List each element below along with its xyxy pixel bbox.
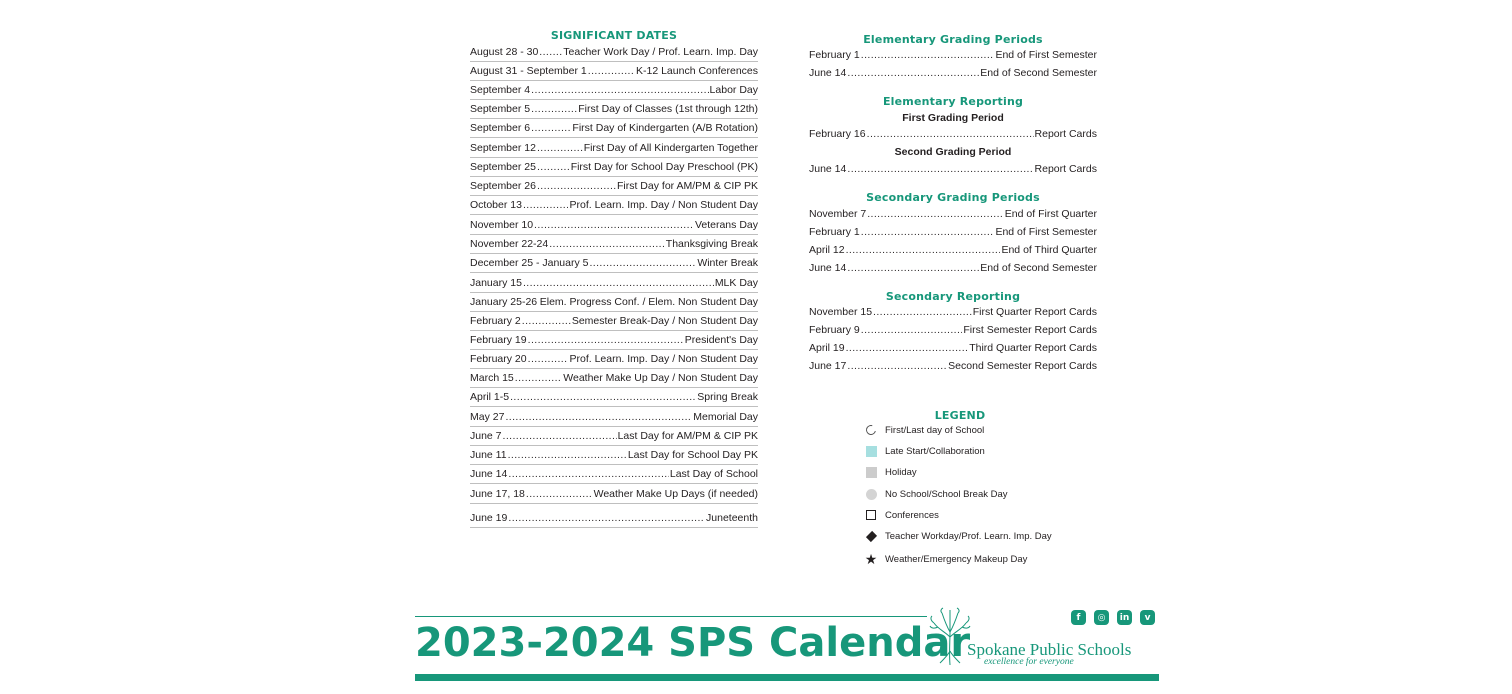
significant-date-row <box>470 277 758 289</box>
significant-date-row <box>470 430 758 442</box>
row-date: February 9 <box>809 324 860 336</box>
row-event: Winter Break <box>697 257 758 269</box>
significant-date-row <box>470 103 758 115</box>
row-event: Second Semester Report Cards <box>948 360 1097 372</box>
significant-date-row <box>470 411 758 423</box>
dot-leader <box>537 180 616 192</box>
secondary-grading-heading: Secondary Grading Periods <box>866 191 1040 204</box>
dot-leader <box>531 103 577 115</box>
row-event: End of First Semester <box>995 226 1097 238</box>
significant-date-row <box>470 334 758 346</box>
row-event: Juneteenth <box>706 512 758 524</box>
significant-date-row <box>470 122 758 134</box>
legend-item <box>864 551 1027 567</box>
row-date: March 15 <box>470 372 514 384</box>
instagram-icon[interactable]: ◎ <box>1094 610 1109 625</box>
dot-leader <box>528 334 684 346</box>
row-divider <box>470 426 758 427</box>
star-icon: ★ <box>864 551 878 567</box>
dot-leader <box>847 262 979 274</box>
outline-square-icon <box>864 508 878 522</box>
row-event: Memorial Day <box>693 411 758 423</box>
row-divider <box>470 483 758 484</box>
row-date: February 2 <box>470 315 521 327</box>
elementary-grading-row <box>809 49 1097 61</box>
significant-date-row <box>470 488 758 500</box>
row-divider <box>470 99 758 100</box>
dot-leader <box>867 128 1034 140</box>
row-divider <box>470 176 758 177</box>
row-divider <box>470 137 758 138</box>
row-date: November 10 <box>470 219 534 231</box>
row-date: April 12 <box>809 244 845 256</box>
secondary-reporting-row <box>809 342 1097 354</box>
row-date: May 27 <box>470 411 505 423</box>
dot-leader <box>847 163 1033 175</box>
significant-date-row <box>470 372 758 384</box>
row-event: Weather Make Up Day / Non Student Day <box>563 372 758 384</box>
row-event: Last Day for AM/PM & CIP PK <box>617 430 758 442</box>
row-event: First Day of All Kindergarten Together <box>583 142 758 154</box>
secondary-reporting-row <box>809 360 1097 372</box>
row-date: June 14 <box>809 67 847 79</box>
social-links <box>1071 610 1155 625</box>
elementary-grading-row <box>809 67 1097 79</box>
legend-label: Holiday <box>885 466 917 478</box>
footer-bar <box>415 674 1159 681</box>
secondary-reporting-heading: Secondary Reporting <box>885 290 1021 303</box>
elementary-grading-heading: Elementary Grading Periods <box>863 33 1043 46</box>
row-date: December 25 - January 5 <box>470 257 589 269</box>
secondary-grading-row <box>809 226 1097 238</box>
significant-date-row <box>470 65 758 77</box>
row-date: January 25-26 <box>470 296 538 308</box>
row-date: February 1 <box>809 226 860 238</box>
row-event: First Semester Report Cards <box>963 324 1097 336</box>
row-divider <box>470 368 758 369</box>
dot-leader <box>508 512 705 524</box>
significant-date-row <box>470 391 758 403</box>
row-date: June 11 <box>470 449 507 461</box>
dot-leader <box>847 360 947 372</box>
row-divider <box>470 80 758 81</box>
row-event: K-12 Launch Conferences <box>636 65 758 77</box>
row-date: June 7 <box>470 430 502 442</box>
legend-label: No School/School Break Day <box>885 488 1008 500</box>
row-date: February 1 <box>809 49 860 61</box>
significant-dates-heading: SIGNIFICANT DATES <box>550 29 678 42</box>
row-divider <box>470 406 758 407</box>
elementary-report-row-first <box>809 128 1097 140</box>
significant-date-row <box>470 353 758 365</box>
dot-leader <box>847 67 979 79</box>
calendar-title: 2023-2024 SPS Calendar <box>415 620 971 666</box>
dot-leader <box>531 84 708 96</box>
row-event: End of Second Semester <box>980 67 1097 79</box>
row-date: June 17, 18 <box>470 488 525 500</box>
teal-square-icon <box>864 444 878 458</box>
legend-item <box>864 486 1008 502</box>
dot-leader <box>503 430 617 442</box>
footer-rule <box>415 616 927 617</box>
report-date: February 16 <box>809 128 866 140</box>
row-date: September 5 <box>470 103 531 115</box>
row-date: August 31 - September 1 <box>470 65 587 77</box>
significant-date-row <box>470 257 758 269</box>
dot-leader <box>867 208 1004 220</box>
dot-leader <box>522 315 571 327</box>
row-event: Teacher Work Day / Prof. Learn. Imp. Day <box>563 46 758 58</box>
row-date: June 17 <box>809 360 847 372</box>
dot-leader <box>537 142 583 154</box>
linkedin-icon[interactable]: in <box>1117 610 1132 625</box>
row-date: April 19 <box>809 342 845 354</box>
significant-date-row <box>470 142 758 154</box>
dot-leader <box>589 257 696 269</box>
row-date: November 15 <box>809 306 873 318</box>
dot-leader <box>588 65 635 77</box>
dot-leader <box>861 324 963 336</box>
row-date: November 7 <box>809 208 867 220</box>
row-event: Prof. Learn. Imp. Day / Non Student Day <box>569 353 758 365</box>
row-divider <box>470 292 758 293</box>
significant-date-row <box>470 219 758 231</box>
row-divider <box>470 387 758 388</box>
dot-leader <box>508 449 627 461</box>
row-event: End of Third Quarter <box>1001 244 1097 256</box>
secondary-grading-row <box>809 262 1097 274</box>
gray-circle-icon <box>864 487 878 501</box>
first-grading-period-label: First Grading Period <box>902 112 1004 124</box>
row-date: January 15 <box>470 277 522 289</box>
elementary-report-row-second <box>809 163 1097 175</box>
legend-item <box>864 464 917 480</box>
significant-date-row <box>470 46 758 58</box>
dot-leader <box>523 199 569 211</box>
secondary-reporting-row <box>809 306 1097 318</box>
org-tagline: excellence for everyone <box>984 657 1074 667</box>
facebook-icon[interactable]: f <box>1071 610 1086 625</box>
elementary-reporting-heading: Elementary Reporting <box>882 95 1024 108</box>
row-date: October 13 <box>470 199 522 211</box>
row-divider <box>470 118 758 119</box>
row-date: September 4 <box>470 84 531 96</box>
org-name: Spokane Public Schools <box>967 640 1132 659</box>
significant-date-row <box>470 315 758 327</box>
row-date: November 22-24 <box>470 238 549 250</box>
tree-logo-icon <box>928 607 972 667</box>
significant-date-row <box>470 512 758 524</box>
row-event: President's Day <box>684 334 758 346</box>
dot-leader <box>515 372 562 384</box>
row-divider <box>470 445 758 446</box>
dot-leader <box>528 353 569 365</box>
row-divider <box>470 272 758 273</box>
legend-item <box>864 507 939 523</box>
row-event: Spring Break <box>697 391 758 403</box>
row-divider <box>470 527 758 528</box>
row-event: First Day of Classes (1st through 12th) <box>578 103 758 115</box>
legend-label: Conferences <box>885 509 939 521</box>
row-event: End of First Quarter <box>1004 208 1097 220</box>
secondary-reporting-row <box>809 324 1097 336</box>
dot-leader <box>846 244 1001 256</box>
legend-heading: LEGEND <box>934 409 986 422</box>
dot-leader <box>846 342 969 354</box>
row-event: Last Day for School Day PK <box>627 449 758 461</box>
row-date: September 12 <box>470 142 536 154</box>
vimeo-icon[interactable]: v <box>1140 610 1155 625</box>
legend-label: Late Start/Collaboration <box>885 445 985 457</box>
significant-date-row <box>470 180 758 192</box>
legend-label: Weather/Emergency Makeup Day <box>885 553 1028 565</box>
row-date: June 19 <box>470 512 508 524</box>
significant-date-row <box>470 449 758 461</box>
row-event: First Day of Kindergarten (A/B Rotation) <box>572 122 758 134</box>
row-divider <box>470 349 758 350</box>
row-divider <box>470 253 758 254</box>
row-divider <box>470 61 758 62</box>
dot-leader <box>861 226 995 238</box>
row-date: September 6 <box>470 122 531 134</box>
row-divider <box>470 311 758 312</box>
second-grading-period-label: Second Grading Period <box>894 146 1012 158</box>
row-date: August 28 - 30 <box>470 46 539 58</box>
dot-leader <box>523 277 714 289</box>
row-date: June 14 <box>470 468 508 480</box>
row-event: Prof. Learn. Imp. Day / Non Student Day <box>569 199 758 211</box>
dot-leader <box>531 122 571 134</box>
legend-item <box>864 528 1052 544</box>
row-divider <box>470 503 758 504</box>
row-event: End of Second Semester <box>980 262 1097 274</box>
row-event: Semester Break-Day / Non Student Day <box>571 315 758 327</box>
legend-label: Teacher Workday/Prof. Learn. Imp. Day <box>885 530 1052 542</box>
row-event: Third Quarter Report Cards <box>969 342 1097 354</box>
row-event: First Day for School Day Preschool (PK) <box>570 161 758 173</box>
dot-leader <box>549 238 665 250</box>
report-event: Report Cards <box>1034 163 1097 175</box>
significant-date-row <box>470 296 758 308</box>
dot-leader <box>873 306 972 318</box>
row-date: September 26 <box>470 180 536 192</box>
legend-item <box>864 443 985 459</box>
significant-date-row <box>470 468 758 480</box>
significant-date-row <box>470 238 758 250</box>
row-event: Labor Day <box>709 84 758 96</box>
legend-item <box>864 422 984 438</box>
row-divider <box>470 234 758 235</box>
row-date: February 19 <box>470 334 527 346</box>
row-event: End of First Semester <box>995 49 1097 61</box>
dot-leader <box>861 49 995 61</box>
dot-leader <box>538 296 539 308</box>
row-divider <box>470 157 758 158</box>
report-date: June 14 <box>809 163 847 175</box>
row-event: First Quarter Report Cards <box>972 306 1097 318</box>
row-date: June 14 <box>809 262 847 274</box>
significant-date-row <box>470 199 758 211</box>
dot-leader <box>510 391 696 403</box>
row-date: September 25 <box>470 161 536 173</box>
dot-leader <box>508 468 668 480</box>
significant-date-row <box>470 84 758 96</box>
row-divider <box>470 330 758 331</box>
row-divider <box>470 464 758 465</box>
row-event: Elem. Progress Conf. / Elem. Non Student Day <box>539 296 758 308</box>
significant-date-row <box>470 161 758 173</box>
secondary-grading-row <box>809 244 1097 256</box>
row-event: MLK Day <box>714 277 758 289</box>
gray-square-icon <box>864 465 878 479</box>
row-divider <box>470 195 758 196</box>
row-event: Weather Make Up Days (if needed) <box>593 488 758 500</box>
row-divider <box>470 214 758 215</box>
row-date: February 20 <box>470 353 527 365</box>
row-event: First Day for AM/PM & CIP PK <box>616 180 758 192</box>
row-event: Last Day of School <box>669 468 758 480</box>
report-event: Report Cards <box>1034 128 1097 140</box>
dot-leader <box>526 488 593 500</box>
row-event: Thanksgiving Break <box>665 238 758 250</box>
diamond-icon <box>864 529 878 543</box>
legend-label: First/Last day of School <box>885 424 985 436</box>
row-event: Veterans Day <box>694 219 758 231</box>
half-circle-icon <box>864 423 878 437</box>
dot-leader <box>505 411 692 423</box>
secondary-grading-row <box>809 208 1097 220</box>
row-date: April 1-5 <box>470 391 510 403</box>
dot-leader <box>537 161 570 173</box>
dot-leader <box>539 46 562 58</box>
dot-leader <box>534 219 694 231</box>
